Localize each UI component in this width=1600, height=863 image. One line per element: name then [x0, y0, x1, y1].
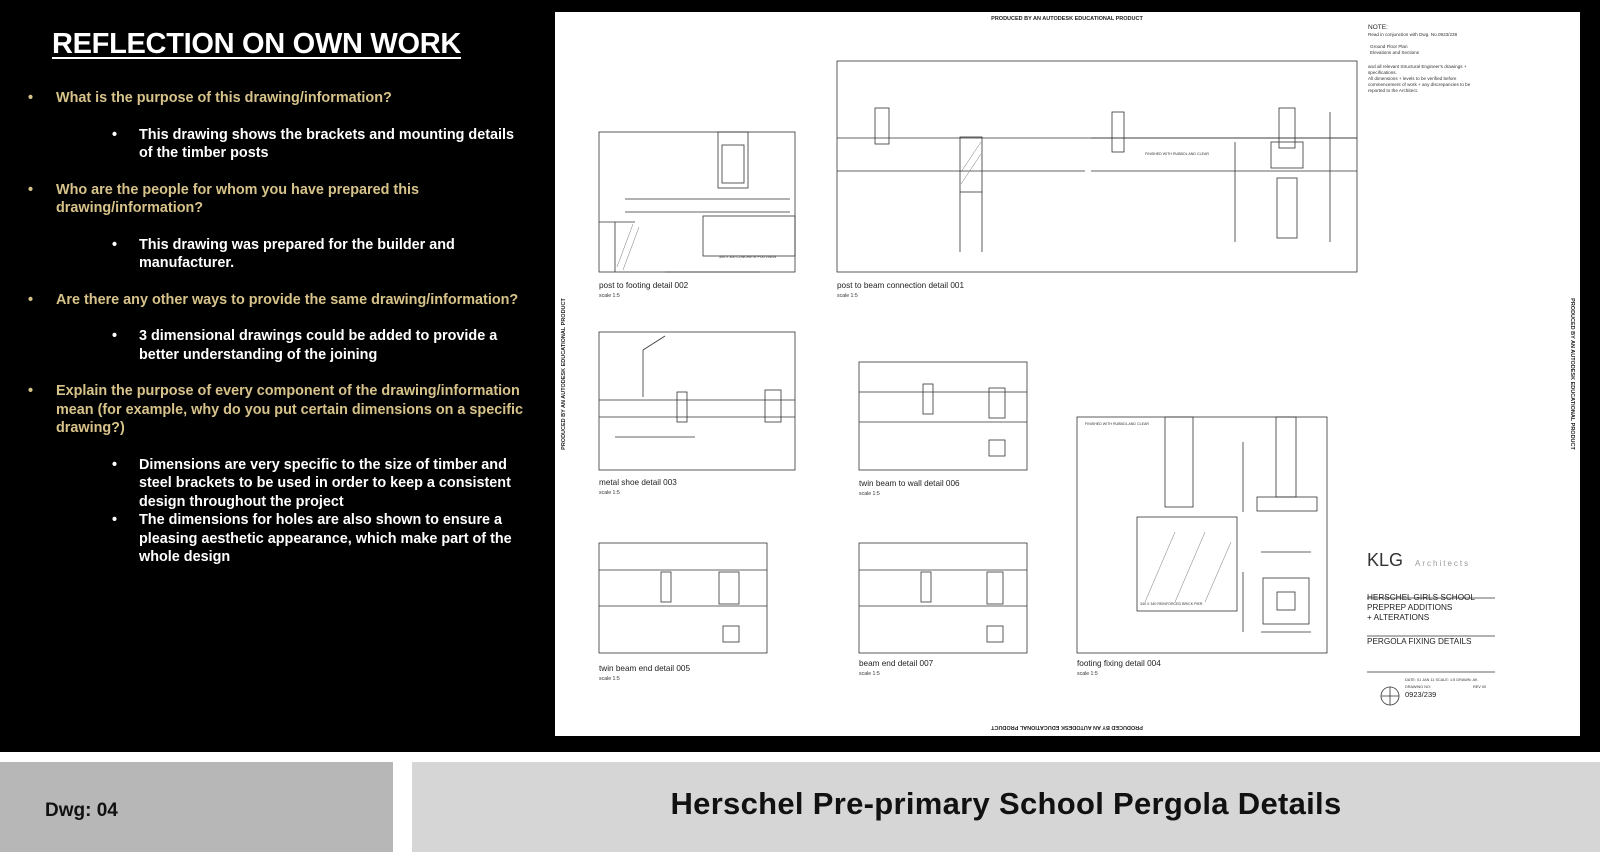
- detail-scale: scale 1:5: [859, 491, 880, 497]
- drawing-no-label: DRAWING NO:: [1405, 685, 1432, 689]
- note-line: specifications.: [1368, 70, 1397, 75]
- watermark-bottom: PRODUCED BY AN AUTODESK EDUCATIONAL PRODUCT: [991, 724, 1143, 730]
- footer-title: Herschel Pre-primary School Pergola Details: [670, 786, 1342, 821]
- drawing-number-label: Dwg: 04: [45, 800, 118, 821]
- answer-4b: • The dimensions for holes are also shown to ensure a pleasing aesthetic appearance, which make part of the whole design: [28, 511, 528, 567]
- watermark-left: PRODUCED BY AN AUTODESK EDUCATIONAL PRODUCT: [561, 298, 567, 450]
- watermark-right: PRODUCED BY AN AUTODESK EDUCATIONAL PRODUCT: [1569, 298, 1575, 450]
- slide-title: REFLECTION ON OWN WORK: [52, 28, 462, 60]
- answer-2: • This drawing was prepared for the builder and manufacturer.: [28, 236, 528, 273]
- note-line: commencement of work + any discrepancies to be: [1368, 82, 1471, 87]
- answer-1: • This drawing shows the brackets and mounting details of the timber posts: [28, 126, 528, 163]
- detail-scale: scale 1:5: [599, 676, 620, 682]
- footer-dwg-panel: [0, 762, 393, 852]
- reflection-panel: [28, 28, 528, 567]
- answer-4a: • Dimensions are very specific to the size of timber and steel brackets to be used in order to keep a consistent design throughout the project: [28, 456, 528, 512]
- question-4: • Explain the purpose of every component of the drawing/information mean (for example, why do you put certain dimensions on a specific drawing?): [28, 382, 528, 438]
- drawing-number: 0923/239: [1405, 690, 1437, 699]
- question-3: • Are there any other ways to provide the same drawing/information?: [28, 291, 528, 310]
- detail-scale: scale 1:5: [837, 293, 858, 299]
- pier-label: 340 X 340 REINFORCED BRICK PIER: [1140, 602, 1203, 606]
- note-line: and all relevant Structural Engineer's drawings +: [1368, 64, 1467, 69]
- technical-drawing: [555, 12, 1580, 736]
- detail-title: post to beam connection detail 001: [837, 281, 964, 290]
- answer-3: • 3 dimensional drawings could be added to provide a better understanding of the joining: [28, 327, 528, 364]
- finish-label: FINISHED WITH RUBBOL AND CLEAR: [1145, 152, 1209, 156]
- detail-title: footing fixing detail 004: [1077, 659, 1161, 668]
- project-line: HERSCHEL GIRLS SCHOOL: [1367, 593, 1475, 602]
- detail-title: metal shoe detail 003: [599, 478, 677, 487]
- sheet-title: PERGOLA FIXING DETAILS: [1367, 637, 1472, 646]
- drawing-sheet: [555, 12, 1580, 736]
- detail-title: twin beam end detail 005: [599, 664, 691, 673]
- note-line: Read in conjunction with Dwg. No.0923/238: [1368, 32, 1458, 37]
- project-line: PREPREP ADDITIONS: [1367, 603, 1453, 612]
- detail-scale: scale 1:5: [599, 490, 620, 496]
- footing-label: 300 X 300 CONCRETE FOOTINGS: [719, 255, 777, 259]
- note-line: Elevations and Sections: [1370, 50, 1420, 55]
- watermark-top: PRODUCED BY AN AUTODESK EDUCATIONAL PRODUCT: [991, 16, 1143, 22]
- note-line: Ground Floor Plan: [1370, 44, 1408, 49]
- detail-title: twin beam to wall detail 006: [859, 479, 960, 488]
- project-line: + ALTERATIONS: [1367, 613, 1430, 622]
- sheet-meta: DATE: 01 JAN 11 SCALE: 1:5 DRAWN: AK: [1405, 678, 1478, 682]
- detail-scale: scale 1:5: [1077, 671, 1098, 677]
- note-title: NOTE:: [1368, 24, 1388, 31]
- revision: REV 00: [1473, 685, 1487, 689]
- question-1: • What is the purpose of this drawing/information?: [28, 89, 528, 108]
- detail-title: beam end detail 007: [859, 659, 934, 668]
- footer-title-panel: [412, 762, 1600, 852]
- question-2: • Who are the people for whom you have prepared this drawing/information?: [28, 181, 528, 218]
- note-line: All dimensions + levels to be verified before: [1368, 76, 1457, 81]
- firm-subtitle: Architects: [1415, 559, 1471, 568]
- note-line: reported to the Architect.: [1368, 88, 1419, 93]
- firm-logo: KLG: [1367, 550, 1404, 570]
- detail-scale: scale 1:5: [859, 671, 880, 677]
- detail-title: post to footing detail 002: [599, 281, 689, 290]
- finish-label: FINISHED WITH RUBBOL AND CLEAR: [1085, 422, 1149, 426]
- detail-scale: scale 1:5: [599, 293, 620, 299]
